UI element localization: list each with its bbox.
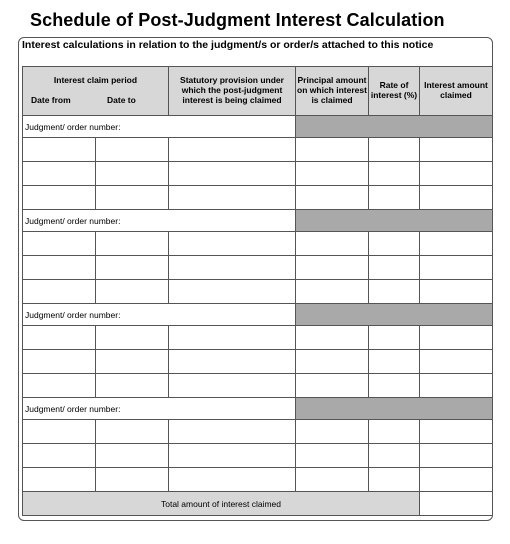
table-row: [23, 468, 493, 492]
date-from-cell[interactable]: [23, 138, 96, 162]
header-period-title: Interest claim period: [53, 75, 138, 85]
rate-cell[interactable]: [369, 350, 420, 374]
date-from-cell[interactable]: [23, 162, 96, 186]
rate-cell[interactable]: [369, 280, 420, 304]
total-row: [23, 492, 493, 516]
table-row: [23, 444, 493, 468]
table-row: [23, 232, 493, 256]
schedule-body: [23, 116, 493, 516]
shaded-cell: [296, 116, 493, 138]
judgment-order-number-field[interactable]: Judgment/ order number:: [23, 116, 296, 138]
rate-cell[interactable]: [369, 374, 420, 398]
principal-amount-cell[interactable]: [296, 256, 369, 280]
table-row: [23, 138, 493, 162]
statutory-provision-cell[interactable]: [169, 350, 296, 374]
shaded-cell: [296, 210, 493, 232]
interest-amount-cell[interactable]: [420, 162, 493, 186]
table-row: [23, 374, 493, 398]
statutory-provision-cell[interactable]: [169, 280, 296, 304]
date-to-cell[interactable]: [96, 280, 169, 304]
rate-cell[interactable]: [369, 186, 420, 210]
table-row: [23, 326, 493, 350]
date-to-cell[interactable]: [96, 186, 169, 210]
principal-amount-cell[interactable]: [296, 280, 369, 304]
statutory-provision-cell[interactable]: [169, 468, 296, 492]
rate-cell[interactable]: [369, 468, 420, 492]
judgment-order-number-field[interactable]: Judgment/ order number:: [23, 398, 296, 420]
date-from-cell[interactable]: [23, 374, 96, 398]
date-from-cell[interactable]: [23, 420, 96, 444]
principal-amount-cell[interactable]: [296, 186, 369, 210]
date-from-cell[interactable]: [23, 444, 96, 468]
table-row: [23, 350, 493, 374]
header-interest-claim-period: [23, 67, 169, 116]
date-to-cell[interactable]: [96, 256, 169, 280]
judgment-row: [23, 398, 493, 420]
statutory-provision-cell[interactable]: [169, 186, 296, 210]
header-date-to: Date to: [107, 95, 136, 106]
date-to-cell[interactable]: [96, 326, 169, 350]
date-to-cell[interactable]: [96, 350, 169, 374]
principal-amount-cell[interactable]: [296, 232, 369, 256]
judgment-row: [23, 210, 493, 232]
rate-cell[interactable]: [369, 326, 420, 350]
date-to-cell[interactable]: [96, 374, 169, 398]
date-to-cell[interactable]: [96, 138, 169, 162]
date-to-cell[interactable]: [96, 232, 169, 256]
date-from-cell[interactable]: [23, 280, 96, 304]
rate-cell[interactable]: [369, 138, 420, 162]
shaded-cell: [296, 304, 493, 326]
judgment-order-number-field[interactable]: Judgment/ order number:: [23, 304, 296, 326]
header-principal-amount: Principal amount on which interest is claimed: [296, 67, 369, 116]
principal-amount-cell[interactable]: [296, 326, 369, 350]
statutory-provision-cell[interactable]: [169, 256, 296, 280]
table-row: [23, 256, 493, 280]
table-row: [23, 162, 493, 186]
date-from-cell[interactable]: [23, 232, 96, 256]
interest-amount-cell[interactable]: [420, 280, 493, 304]
statutory-provision-cell[interactable]: [169, 138, 296, 162]
statutory-provision-cell[interactable]: [169, 374, 296, 398]
interest-amount-cell[interactable]: [420, 350, 493, 374]
total-interest-label: Total amount of interest claimed: [23, 492, 420, 516]
principal-amount-cell[interactable]: [296, 138, 369, 162]
rate-cell[interactable]: [369, 444, 420, 468]
interest-amount-cell[interactable]: [420, 186, 493, 210]
header-date-from: Date from: [31, 95, 71, 106]
statutory-provision-cell[interactable]: [169, 162, 296, 186]
interest-schedule-table: [22, 66, 493, 516]
interest-amount-cell[interactable]: [420, 374, 493, 398]
total-interest-value-cell[interactable]: [420, 492, 493, 516]
judgment-order-number-field[interactable]: Judgment/ order number:: [23, 210, 296, 232]
date-from-cell[interactable]: [23, 256, 96, 280]
header-interest-amount: Interest amount claimed: [420, 67, 493, 116]
judgment-row: [23, 116, 493, 138]
date-from-cell[interactable]: [23, 186, 96, 210]
statutory-provision-cell[interactable]: [169, 232, 296, 256]
principal-amount-cell[interactable]: [296, 350, 369, 374]
interest-amount-cell[interactable]: [420, 256, 493, 280]
date-to-cell[interactable]: [96, 444, 169, 468]
date-to-cell[interactable]: [96, 468, 169, 492]
header-rate-of-interest: Rate of interest (%): [369, 67, 420, 116]
date-to-cell[interactable]: [96, 162, 169, 186]
rate-cell[interactable]: [369, 256, 420, 280]
interest-amount-cell[interactable]: [420, 232, 493, 256]
rate-cell[interactable]: [369, 162, 420, 186]
principal-amount-cell[interactable]: [296, 444, 369, 468]
interest-amount-cell[interactable]: [420, 444, 493, 468]
rate-cell[interactable]: [369, 232, 420, 256]
principal-amount-cell[interactable]: [296, 374, 369, 398]
header-statutory-provision: Statutory provision under which the post-judgment interest is being claimed: [169, 67, 296, 116]
interest-amount-cell[interactable]: [420, 468, 493, 492]
judgment-row: [23, 304, 493, 326]
shaded-cell: [296, 398, 493, 420]
date-from-cell[interactable]: [23, 350, 96, 374]
date-from-cell[interactable]: [23, 326, 96, 350]
interest-amount-cell[interactable]: [420, 420, 493, 444]
statutory-provision-cell[interactable]: [169, 420, 296, 444]
principal-amount-cell[interactable]: [296, 420, 369, 444]
page-title: Schedule of Post-Judgment Interest Calculation: [30, 10, 445, 30]
statutory-provision-cell[interactable]: [169, 326, 296, 350]
principal-amount-cell[interactable]: [296, 162, 369, 186]
date-from-cell[interactable]: [23, 468, 96, 492]
intro-text: Interest calculations in relation to the judgment/s or order/s attached to this notice: [22, 39, 434, 51]
interest-amount-cell[interactable]: [420, 326, 493, 350]
table-row: [23, 186, 493, 210]
date-to-cell[interactable]: [96, 420, 169, 444]
rate-cell[interactable]: [369, 420, 420, 444]
principal-amount-cell[interactable]: [296, 468, 369, 492]
table-row: [23, 280, 493, 304]
interest-amount-cell[interactable]: [420, 138, 493, 162]
statutory-provision-cell[interactable]: [169, 444, 296, 468]
table-row: [23, 420, 493, 444]
